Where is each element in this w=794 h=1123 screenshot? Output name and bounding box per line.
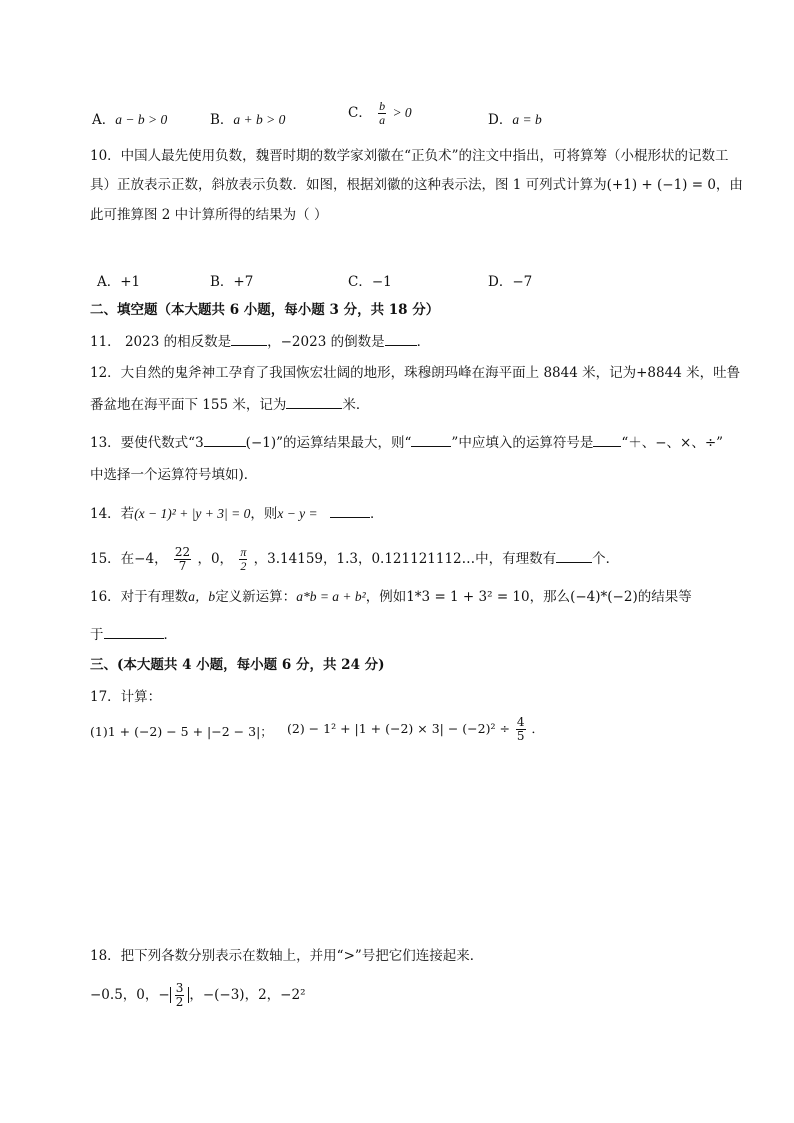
q18-numbers: −0.5，0，− $\frac{3}{2}$ ，−(−3)，2，−2²: [90, 981, 306, 1009]
section-3-heading: 三、(本大题共 4 小题，每小题 6 分，共 24 分): [90, 657, 385, 673]
q17-part-2: (2) − 1² + |1 + (−2) × 3| − (−2)² ÷ $\frac{4}{5}$ ．: [287, 715, 545, 743]
q15: 15．在−4， $\frac{22}{7}$ ，0， $\frac{\pi}{2}$ ，3.14159，1.3，0.121121112…中，有理数有 个．: [90, 545, 620, 573]
q12-line-1: 12．大自然的鬼斧神工孕育了我国恢宏壮阔的地形，珠穆朗玛峰在海平面上 8844 米，记为+8844 米，吐鲁: [90, 365, 741, 381]
q13-blank-answer[interactable]: [593, 432, 621, 447]
q10-option-c: C．−1: [348, 274, 392, 290]
q16-line-1: 16．对于有理数a，b定义新运算：a*b = a + b²，例如1*3 = 1 + 3² = 10，那么(−4)*(−2)的结果等: [90, 589, 692, 605]
section-2-heading: 二、填空题（本大题共 6 小题，每小题 3 分，共 18 分）: [90, 302, 440, 318]
q10-option-a: A．+1: [97, 274, 141, 290]
q12-blank[interactable]: [286, 394, 342, 409]
q15-fraction-pi-2: $\frac{\pi}{2}$: [240, 545, 247, 573]
q10-line-1: 10．中国人最先使用负数，魏晋时期的数学家刘徽在“正负术”的注文中指出，可将算筹（小棍形状的记数工: [90, 148, 729, 164]
q13-blank-operator[interactable]: [204, 432, 246, 447]
q11: 11． 2023 的相反数是 ，−2023 的倒数是 ．: [90, 331, 430, 351]
q11-blank-2[interactable]: [385, 331, 417, 346]
q9-option-a: A．a − b > 0: [92, 112, 168, 128]
q15-blank[interactable]: [556, 548, 592, 563]
q18-fraction-3-2: $\frac{3}{2}$: [175, 981, 184, 1009]
q12-line-2: 番盆地在海平面下 155 米，记为 米．: [90, 394, 369, 414]
q9-c-fraction: $\frac{b}{a}$: [379, 99, 386, 127]
q9-option-d: D．a = b: [488, 112, 542, 128]
q17-title: 17．计算：: [90, 689, 162, 705]
q18-title: 18．把下列各数分别表示在数轴上，并用“>”号把它们连接起来．: [90, 948, 484, 964]
q13-line-2: 中选择一个运算符号填如)．: [90, 467, 258, 483]
q11-blank-1[interactable]: [231, 331, 267, 346]
q10-line-2: 具）正放表示正数，斜放表示负数．如图，根据刘徽的这种表示法，图 1 可列式计算为(+1) + (−1) = 0，由: [90, 177, 743, 193]
q14-blank[interactable]: [330, 503, 370, 518]
q10-option-d: D．−7: [488, 274, 533, 290]
q15-fraction-22-7: $\frac{22}{7}$: [174, 545, 191, 573]
q9-option-b: B．a + b > 0: [210, 112, 286, 128]
q16-blank[interactable]: [104, 624, 164, 639]
q9-option-c: C． $\frac{b}{a}$ > 0: [348, 99, 412, 127]
q10-line-3: 此可推算图 2 中计算所得的结果为（ ）: [90, 207, 328, 223]
q17-fraction-4-5: $\frac{4}{5}$: [516, 715, 525, 743]
q17-part-1: (1)1 + (−2) − 5 + |−2 − 3|；: [90, 724, 273, 739]
q16-line-2: 于 ．: [90, 624, 177, 644]
q14: 14．若(x − 1)² + |y + 3| = 0，则x − y = ．: [90, 503, 383, 523]
q13-line-1: 13．要使代数式“3 (−1)”的运算结果最大，则“ ”中应填入的运算符号是 “＋、−、×、÷”: [90, 432, 723, 452]
q10-option-b: B．+7: [210, 274, 254, 290]
q13-blank-quote[interactable]: [411, 432, 451, 447]
